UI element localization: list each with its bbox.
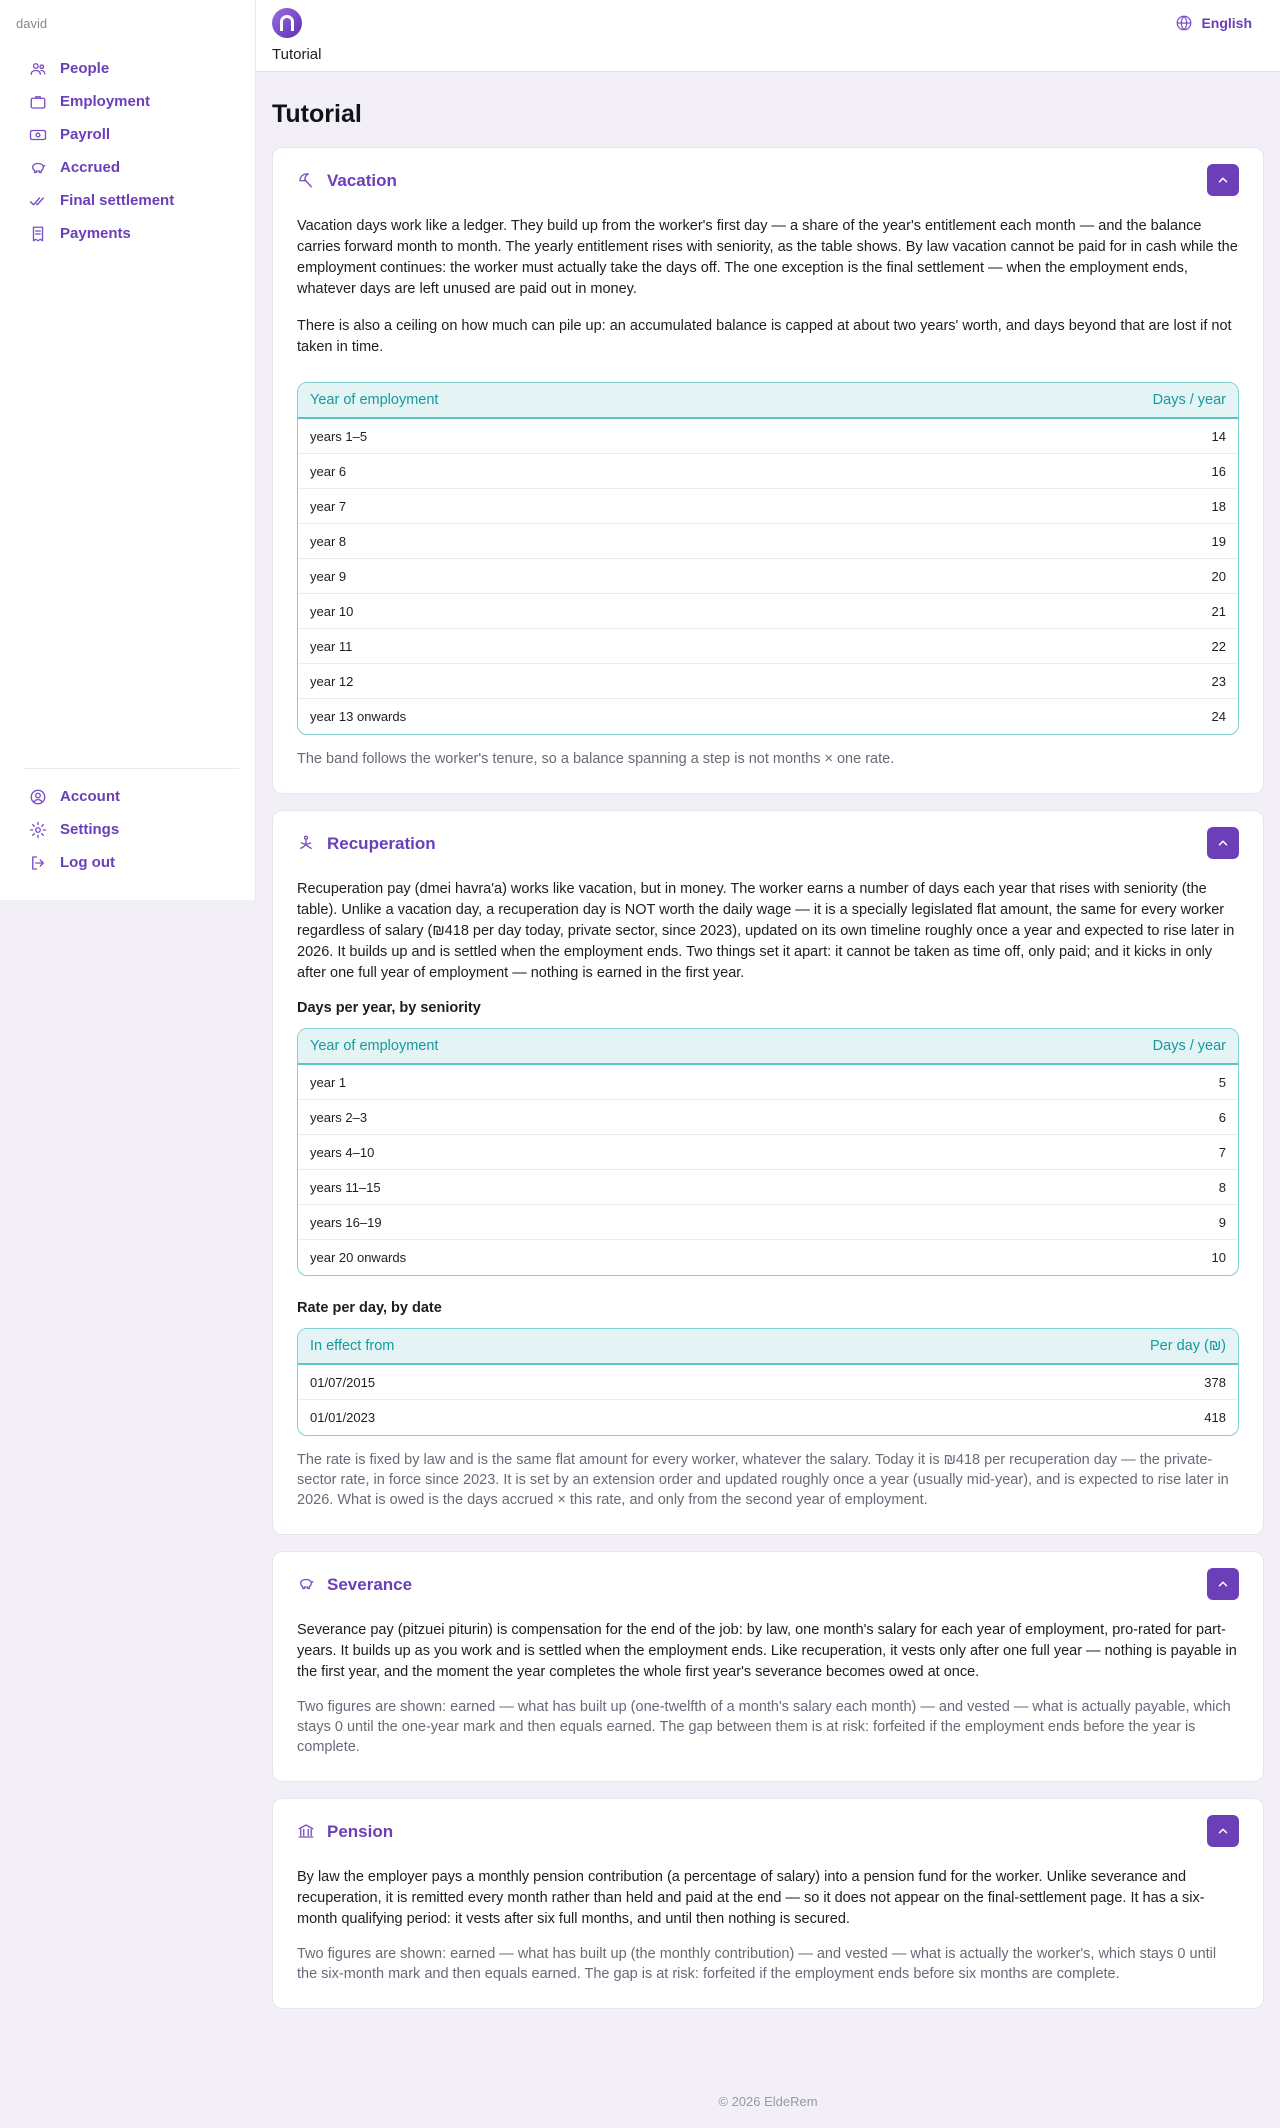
table-cell: years 4–10: [298, 1135, 872, 1170]
table-row: [298, 1365, 1238, 1400]
receipt-icon: [28, 224, 48, 244]
collapse-button[interactable]: [1207, 1815, 1239, 1847]
table-row: [298, 524, 1238, 559]
table-cell: years 1–5: [298, 419, 872, 454]
sidebar-nav-account: [0, 780, 256, 879]
table-cell: year 9: [298, 559, 872, 594]
main-content: [272, 100, 1264, 2025]
table-cell: year 7: [298, 489, 872, 524]
collapse-button[interactable]: [1207, 827, 1239, 859]
table-header: Days / year: [872, 1029, 1238, 1065]
table-cell: 01/01/2023: [310, 1410, 376, 1425]
sidebar-item-accrued[interactable]: [0, 151, 256, 184]
logout-icon: [28, 853, 48, 873]
table-cell: year 8: [298, 524, 872, 559]
table-cell: 19: [872, 524, 1238, 559]
table-subheading: Rate per day, by date: [297, 1300, 442, 1316]
banknote-icon: [28, 125, 48, 145]
table-row: [298, 664, 1238, 699]
table-row: [298, 419, 1238, 454]
table-cell: 6: [872, 1100, 1238, 1135]
piggy-bank-icon: [28, 158, 48, 178]
sidebar-item-label: People: [60, 60, 110, 77]
section-paragraph: There is also a ceiling on how much can pile up: an accumulated balance is capped at about two years' worth, and days beyond that are lost if not taken in time.: [297, 318, 1232, 355]
vacation-card: [272, 147, 1264, 794]
collapse-button[interactable]: [1207, 1568, 1239, 1600]
user-name: david: [16, 16, 48, 31]
section-title: Vacation: [327, 171, 397, 190]
sidebar-item-label: Final settlement: [60, 192, 175, 209]
table-cell: years 2–3: [298, 1100, 872, 1135]
table-row: [298, 1240, 1238, 1275]
table-cell: 20: [872, 559, 1238, 594]
sidebar-item-settings[interactable]: [0, 813, 256, 846]
sidebar-item-label: Payments: [60, 225, 131, 242]
table-cell: 378: [787, 1365, 1238, 1400]
sidebar-divider: [24, 768, 239, 769]
top-header: [256, 0, 1280, 72]
table-row: [298, 1065, 1238, 1100]
double-check-icon: [28, 191, 48, 211]
table-cell: 21: [872, 594, 1238, 629]
pension-card: [272, 1798, 1264, 2009]
meditation-icon: [297, 834, 317, 854]
sidebar-item-final-settlement[interactable]: [0, 184, 256, 217]
table-cell: 5: [872, 1065, 1238, 1100]
sidebar-nav-main: [0, 52, 256, 250]
sidebar-item-employment[interactable]: [0, 85, 256, 118]
chevron-up-icon: [1216, 173, 1230, 187]
sidebar-item-label: Log out: [60, 854, 115, 871]
table-cell: 16: [872, 454, 1238, 489]
sidebar-item-label: Accrued: [60, 159, 121, 176]
sidebar-item-people[interactable]: [0, 52, 256, 85]
language-selector[interactable]: [1175, 14, 1252, 32]
sidebar-item-log-out[interactable]: [0, 846, 256, 879]
chevron-up-icon: [1216, 1577, 1230, 1591]
table-row: [298, 1100, 1238, 1135]
table-subheading: Days per year, by seniority: [297, 1000, 481, 1016]
table-cell: 01/07/2015: [298, 1365, 787, 1400]
bank-icon: [297, 1822, 317, 1842]
piggy-bank-icon: [297, 1575, 317, 1595]
table-row: [298, 1170, 1238, 1205]
table-header: In effect from: [298, 1329, 787, 1365]
globe-icon: [1175, 14, 1193, 32]
table-header: Days / year: [872, 383, 1238, 419]
table-row: [298, 594, 1238, 629]
footer: © 2026 EldeRem: [718, 2094, 818, 2109]
people-icon: [28, 59, 48, 79]
chevron-up-icon: [1216, 1824, 1230, 1838]
table-row: [298, 454, 1238, 489]
table-cell: year 1: [298, 1065, 872, 1100]
table-cell: years 11–15: [298, 1170, 872, 1205]
breadcrumb: Tutorial: [272, 46, 322, 63]
user-circle-icon: [28, 787, 48, 807]
sidebar-item-label: Payroll: [60, 126, 111, 143]
sidebar-item-payroll[interactable]: [0, 118, 256, 151]
sidebar-item-account[interactable]: [0, 780, 256, 813]
table-cell: years 16–19: [298, 1205, 872, 1240]
vacation-card-header[interactable]: [297, 164, 1239, 198]
section-note: Two figures are shown: earned — what has built up (the monthly contribution) — and vested — what is actually the worker's, which stays 0 until the six-month mark and then equals earned. The gap is at risk: forfeited if the employment ends before six months are complete.: [297, 1946, 1217, 1982]
table-row: [298, 559, 1238, 594]
table-row: [298, 1400, 1238, 1435]
severance-card: [272, 1551, 1264, 1782]
collapse-button[interactable]: [1207, 164, 1239, 196]
table-header: Per day (₪): [787, 1329, 1238, 1365]
table-cell: year 10: [298, 594, 872, 629]
section-title: Pension: [327, 1822, 394, 1841]
briefcase-icon: [28, 92, 48, 112]
language-label: English: [1201, 15, 1252, 31]
section-paragraph: Severance pay (pitzuei piturin) is compensation for the end of the job: by law, one month's salary for each year of employment, pro-rated for part-years. It builds up as you work and is settled when the employment ends. Like recuperation, it vests only after one full year — nothing is payable in the first year, and the moment the year completes the whole first year's severance becomes owed at once.: [297, 1622, 1237, 1680]
table-cell: 8: [872, 1170, 1238, 1205]
section-title: Severance: [327, 1575, 413, 1594]
sidebar-item-label: Employment: [60, 93, 151, 110]
sidebar-item-label: Account: [60, 788, 120, 805]
table-row: [298, 629, 1238, 664]
logo-mark: [280, 15, 294, 31]
section-title: Recuperation: [327, 834, 436, 853]
table-cell: 23: [872, 664, 1238, 699]
recuperation-days-table: [297, 1028, 1239, 1276]
table-row: [298, 699, 1238, 734]
section-paragraph: Recuperation pay (dmei havra'a) works like vacation, but in money. The worker earns a number of days each year that rises with seniority (the table). Unlike a vacation day, a recuperation day is NOT worth the daily wage — it is a specially legislated flat amount, the same for every worker regardless of salary (₪418 per day today, private sector, since 2023), updated on its own timeline roughly once a year and expected to rise later in 2026. It builds up and is settled when the employment ends. Two things set it apart: it cannot be taken as time off, only paid; and it kicks in only after one full year of employment — nothing is earned in the first year.: [297, 881, 1235, 981]
table-cell: 9: [872, 1205, 1238, 1240]
section-note: The rate is fixed by law and is the same flat amount for every worker, whatever the salary. Today it is ₪418 per recuperation day — the private-sector rate, in force since 2023. It is set by an extension order and updated roughly once a year (usually mid-year), and is expected to rise later in 2026. What is owed is the days accrued × this rate, and only from the second year of employment.: [297, 1452, 1229, 1508]
section-note: Two figures are shown: earned — what has built up (one-twelfth of a month's salary each month) — and vested — what is actually payable, which stays 0 until the one-year mark and then equals earned. The gap between them is at risk: forfeited if the employment ends before the year is complete.: [297, 1699, 1231, 1755]
recuperation-rate-table: [297, 1328, 1239, 1436]
table-cell: 18: [872, 489, 1238, 524]
table-header: Year of employment: [298, 383, 872, 419]
sidebar-item-payments[interactable]: [0, 217, 256, 250]
pension-card-header[interactable]: [297, 1815, 1239, 1849]
table-header: Year of employment: [298, 1029, 872, 1065]
sidebar: [0, 0, 256, 900]
table-cell: 10: [1211, 1250, 1226, 1265]
table-cell: 22: [872, 629, 1238, 664]
section-note: The band follows the worker's tenure, so a balance spanning a step is not months × one rate.: [297, 751, 895, 767]
table-cell: year 6: [298, 454, 872, 489]
sidebar-item-label: Settings: [60, 821, 120, 838]
gear-icon: [28, 820, 48, 840]
beach-umbrella-icon: [297, 171, 317, 191]
recuperation-card-header[interactable]: [297, 827, 1239, 861]
table-cell: 7: [872, 1135, 1238, 1170]
section-paragraph: Vacation days work like a ledger. They build up from the worker's first day — a share of the year's entitlement each month — and the balance carries forward month to month. The yearly entitlement rises with seniority, as the table shows. By law vacation cannot be paid for in cash while the employment continues: the worker must actually take the days off. The one exception is the final settlement — when the employment ends, whatever days are left unused are paid out in money.: [297, 218, 1238, 297]
table-row: [298, 1135, 1238, 1170]
table-cell: year 20 onwards: [310, 1250, 407, 1265]
table-cell: 24: [1211, 709, 1226, 724]
table-cell: year 11: [298, 629, 872, 664]
page-title: Tutorial: [272, 100, 362, 128]
table-cell: year 13 onwards: [310, 709, 407, 724]
severance-card-header[interactable]: [297, 1568, 1239, 1602]
chevron-up-icon: [1216, 836, 1230, 850]
table-row: [298, 1205, 1238, 1240]
recuperation-card: [272, 810, 1264, 1535]
section-paragraph: By law the employer pays a monthly pension contribution (a percentage of salary) into a pension fund for the worker. Unlike severance and recuperation, it is remitted every month rather than held and paid at the end — so it does not appear on the final-settlement page. It has a six-month qualifying period: it vests after six full months, and until then nothing is secured.: [297, 1869, 1205, 1927]
table-cell: 14: [872, 419, 1238, 454]
table-cell: 418: [1204, 1410, 1226, 1425]
app-logo[interactable]: [272, 8, 302, 38]
vacation-table: [297, 382, 1239, 735]
table-cell: year 12: [298, 664, 872, 699]
table-row: [298, 489, 1238, 524]
